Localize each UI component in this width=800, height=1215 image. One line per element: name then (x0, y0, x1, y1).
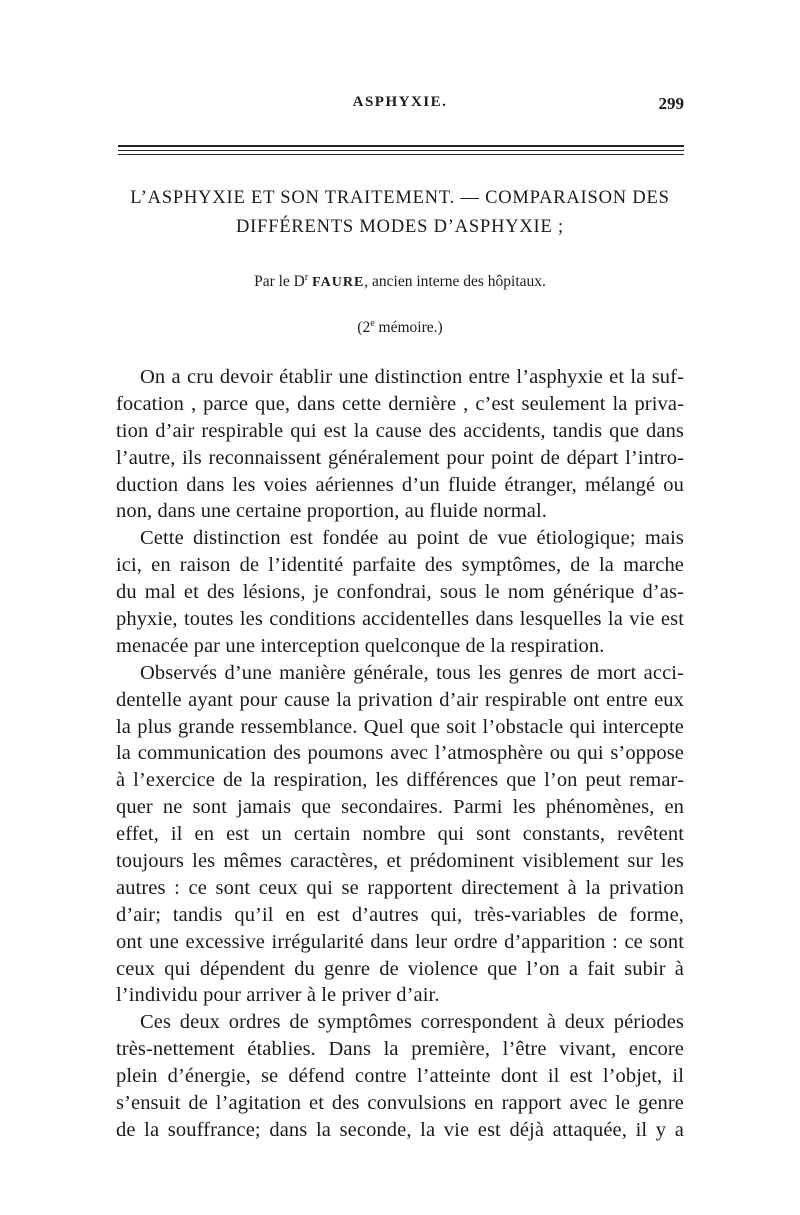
text-line: non, dans une certaine proportion, au fluide normal. (116, 500, 548, 523)
text-line: ici, en raison de l’identité parfaite des symptômes, de la marche (116, 554, 684, 577)
byline-prefix: Par le D (254, 273, 305, 291)
text-line: l’autre, ils reconnaissent généralement pour point de départ l’intro- (116, 446, 684, 469)
header-rule-middle (118, 150, 684, 151)
author-name: FAURE (312, 275, 365, 291)
text-line: dentelle ayant pour cause la privation d’air respirable ont entre eux (116, 688, 684, 711)
text-line: l’individu pour arriver à le priver d’air. (116, 984, 440, 1007)
text-line: tion d’air respirable qui est la cause des accidents, tandis que dans (116, 419, 684, 442)
memoire-open: (2 (357, 319, 371, 337)
text-line: plein d’énergie, se défend contre l’atteinte dont il est l’objet, il (116, 1065, 684, 1088)
byline-suffix: , ancien interne des hôpitaux. (364, 273, 546, 291)
header-rule-top (118, 145, 684, 147)
article-title (116, 184, 684, 242)
text-line: d’air; tandis qu’il en est d’autres qui, très-variables de forme, (116, 903, 684, 926)
byline-superscript: r (304, 272, 309, 283)
text-line: quer ne sont jamais que secondaires. Parmi les phénomènes, en (116, 796, 684, 819)
running-title: ASPHYXIE. (352, 94, 448, 110)
text-line: duction dans les voies aériennes d’un fluide étranger, mélangé ou (116, 473, 684, 496)
text-line: toujours les mêmes caractères, et prédominent visiblement sur les (116, 850, 684, 873)
text-line: Observés d’une manière générale, tous les genres de mort acci- (140, 661, 684, 684)
text-line: autres : ce sont ceux qui se rapportent directement à la privation (116, 876, 684, 899)
text-line: de la souffrance; dans la seconde, la vie est déjà attaquée, il y a (116, 1118, 684, 1141)
memoire-superscript: e (370, 318, 375, 329)
text-line: s’ensuit de l’agitation et des convulsions en rapport avec le genre (116, 1092, 684, 1115)
running-head (116, 94, 684, 116)
text-line: ceux qui dépendent du genre de violence que l’on a fait subir à (116, 957, 684, 980)
text-line: à l’exercice de la respiration, les différences que l’on peut remar- (116, 769, 684, 792)
text-line: focation , parce que, dans cette dernière , c’est seulement la priva- (116, 392, 684, 415)
text-line: la plus grande ressemblance. Quel que soit l’obstacle qui intercepte (116, 715, 684, 738)
header-rule-bottom (118, 154, 684, 155)
text-line: On a cru devoir établir une distinction entre l’asphyxie et la suf- (140, 366, 684, 388)
text-line: la communication des poumons avec l’atmosphère ou qui s’oppose (116, 742, 684, 765)
text-line: effet, il en est un certain nombre qui sont constants, revêtent (116, 823, 684, 846)
text-line: ont une excessive irrégularité dans leur ordre d’apparition : ce sont (116, 930, 684, 953)
memoire-close: mémoire.) (374, 319, 443, 337)
text-line: menacée par une interception quelconque de la respiration. (116, 634, 605, 657)
article-title-line-1: L’ASPHYXIE ET SON TRAITEMENT. — COMPARAISON DES (130, 188, 670, 208)
byline (116, 272, 684, 291)
text-line: phyxie, toutes les conditions accidentelles dans lesquelles la vie est (116, 608, 684, 631)
text-line: du mal et des lésions, je confondrai, sous le nom générique d’as- (116, 581, 684, 604)
article-body (116, 364, 684, 1144)
text-line: Ces deux ordres de symptômes correspondent à deux périodes (140, 1011, 684, 1034)
memoire-number (116, 318, 684, 337)
page-number: 299 (658, 94, 684, 113)
text-line: Cette distinction est fondée au point de vue étiologique; mais (140, 527, 684, 550)
text-line: très-nettement établies. Dans la première, l’être vivant, encore (116, 1038, 684, 1061)
article-title-line-2: DIFFÉRENTS MODES D’ASPHYXIE ; (236, 217, 564, 237)
